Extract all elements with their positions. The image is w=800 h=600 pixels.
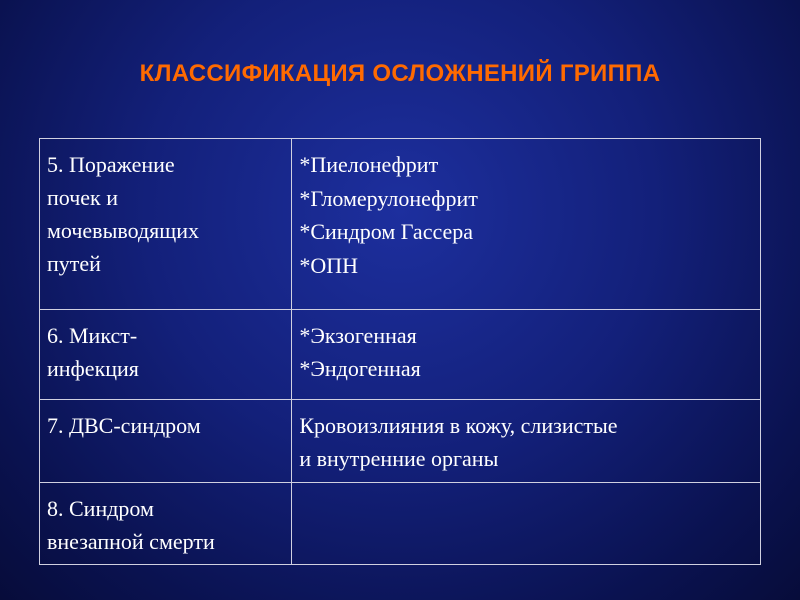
label-line: инфекция bbox=[47, 356, 139, 381]
label-line: почек и bbox=[47, 185, 118, 210]
complication-label bbox=[40, 139, 292, 310]
table-row bbox=[40, 400, 761, 483]
detail-item: *Синдром Гассера bbox=[299, 219, 474, 245]
label-line: мочевыводящих bbox=[47, 218, 199, 243]
complication-label bbox=[40, 400, 292, 483]
label-line: 8. Синдром bbox=[47, 496, 154, 521]
complication-details bbox=[292, 139, 761, 310]
complication-label bbox=[40, 483, 292, 565]
label-line: путей bbox=[47, 251, 101, 276]
detail-item: *Гломерулонефрит bbox=[299, 185, 478, 211]
detail-item: и внутренние органы bbox=[299, 446, 499, 471]
detail-item: Кровоизлияния в кожу, слизистые bbox=[299, 413, 618, 438]
complication-details bbox=[292, 310, 761, 400]
complication-details bbox=[292, 483, 761, 565]
label-line: 7. ДВС-синдром bbox=[47, 413, 201, 438]
label-line: 5. Поражение bbox=[47, 152, 175, 177]
table-row bbox=[40, 310, 761, 400]
table-row bbox=[40, 139, 761, 310]
table-row bbox=[40, 483, 761, 565]
complication-details bbox=[292, 400, 761, 483]
detail-item: *Экзогенная bbox=[299, 323, 417, 348]
label-line: внезапной смерти bbox=[47, 529, 215, 554]
detail-item: *Эндогенная bbox=[299, 356, 421, 381]
label-line: 6. Микст- bbox=[47, 323, 138, 348]
slide-title: КЛАССИФИКАЦИЯ ОСЛОЖНЕНИЙ ГРИППА bbox=[139, 60, 661, 87]
classification-table bbox=[39, 138, 761, 565]
complication-label bbox=[40, 310, 292, 400]
detail-item: *Пиелонефрит bbox=[299, 152, 439, 177]
detail-item: *ОПН bbox=[299, 252, 359, 278]
